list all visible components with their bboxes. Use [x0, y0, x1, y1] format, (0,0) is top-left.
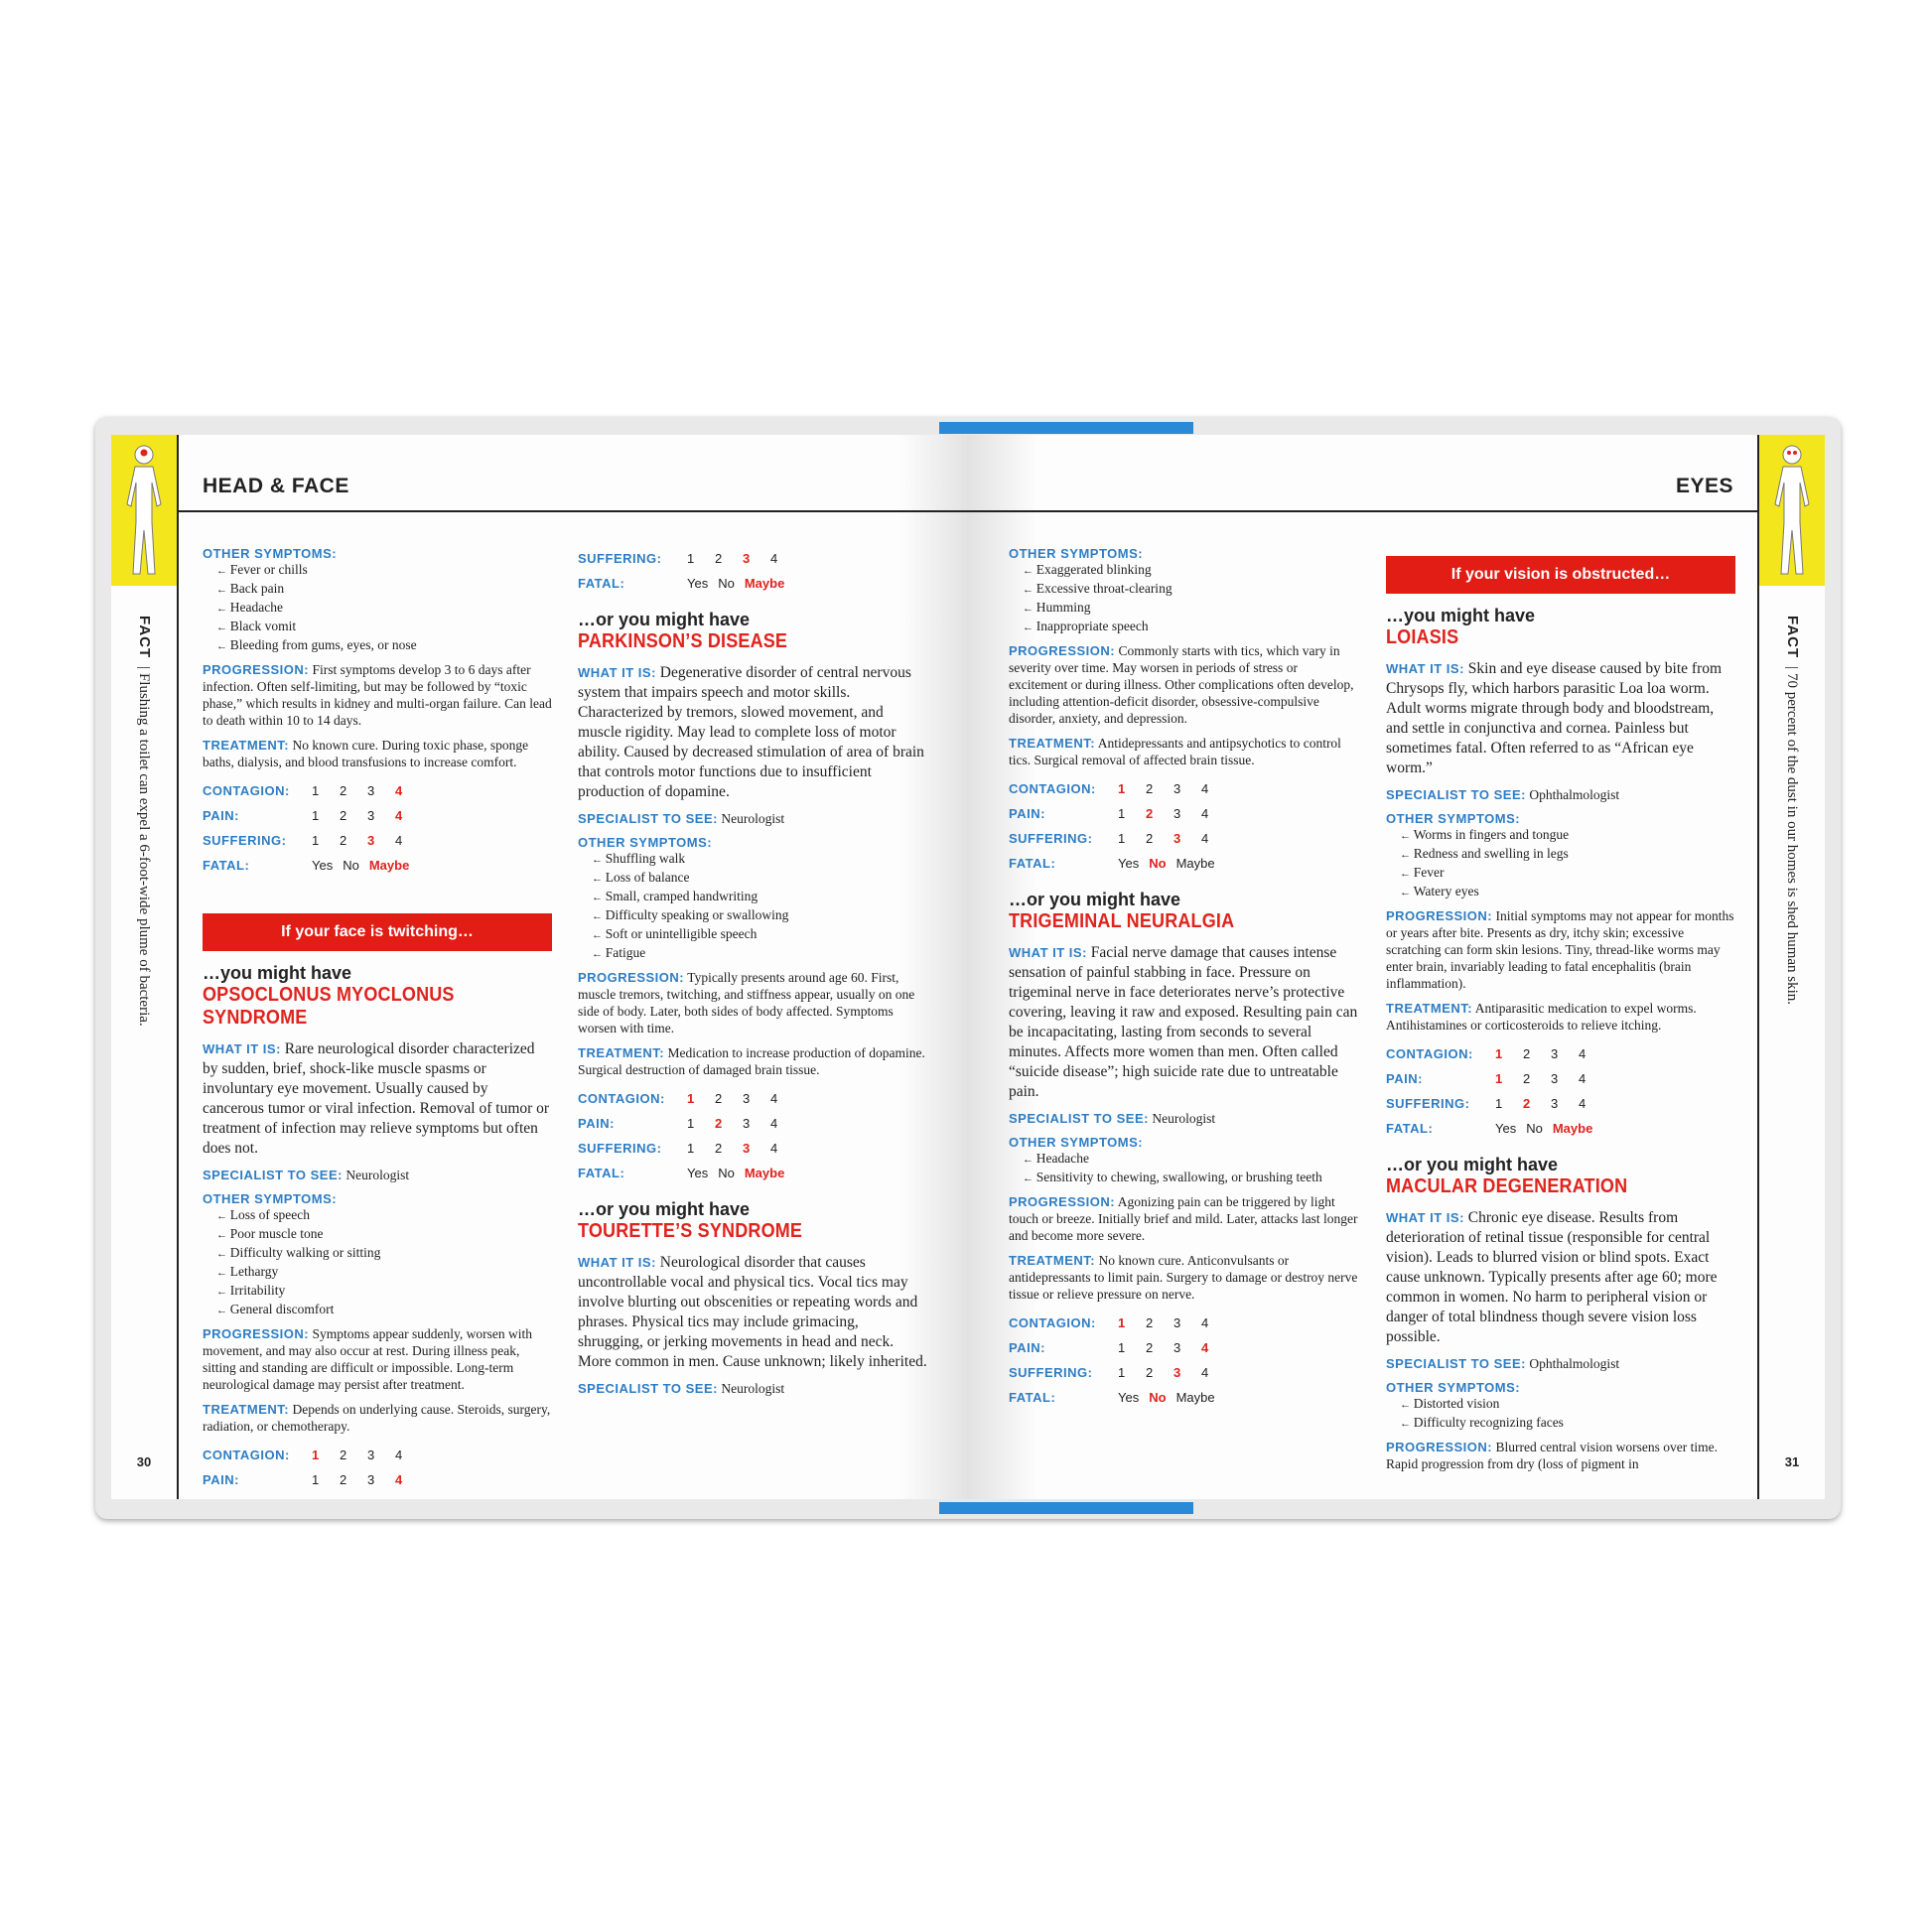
list-item: ← Difficulty walking or sitting	[216, 1244, 552, 1263]
fact-label: FACT	[1784, 616, 1801, 659]
list-item: ← Small, cramped handwriting	[592, 888, 927, 906]
list-item: ← Humming	[1023, 599, 1358, 618]
scale-value: 4	[770, 1091, 778, 1106]
fatal-rating	[1386, 1116, 1735, 1141]
what-it-is: WHAT IT IS: Degenerative disorder of central nervous system that impairs speech and motor skills. Characterized by tremors, slowed movement, and muscle rigidity. May lead to complete loss of motor ability. Caused by decreased stimulation of area of brain that controls motor functions due to insufficient production of dopamine.	[578, 664, 924, 800]
fatal-option: Yes	[1495, 1121, 1517, 1136]
fatal-option: Maybe	[1175, 856, 1215, 871]
contagion-rating	[578, 1086, 927, 1111]
scale-value: 4	[395, 783, 403, 798]
list-item: ← Fever or chills	[216, 561, 552, 580]
specialist: SPECIALIST TO SEE: Neurologist	[1009, 1111, 1216, 1126]
page-number: 31	[1784, 1454, 1800, 1469]
contagion-label: CONTAGION:	[578, 1091, 665, 1106]
scale-value: 2	[1146, 1365, 1154, 1380]
what-it-is: WHAT IT IS: Chronic eye disease. Results from deterioration of retinal tissue (responsible for central vision). Leads to blurred vision or blind spots. Exact cause unknown. Typically presents after age 60; more common in women. No harm to peripheral vision or danger of total blindness though severe vision loss possible.	[1386, 1209, 1718, 1345]
contagion-rating	[1009, 1311, 1358, 1335]
rating-block	[1009, 776, 1358, 876]
scale-value: 2	[715, 1116, 723, 1131]
fact-text: Flushing a toilet can expel a 6-foot-wide plume of bacteria.	[136, 672, 152, 1027]
scale-value: 2	[340, 1472, 347, 1487]
disease-name: LOIASIS	[1386, 626, 1459, 648]
contagion-rating	[1009, 776, 1358, 801]
suffering-label: SUFFERING:	[578, 551, 662, 566]
fatal-rating	[578, 1161, 927, 1185]
list-item: ← Bleeding from gums, eyes, or nose	[216, 636, 552, 655]
disease-name: TOURETTE’S SYNDROME	[578, 1220, 803, 1242]
list-item: ← Loss of balance	[592, 869, 927, 888]
scale-value: 4	[1201, 781, 1209, 796]
might-have-heading: …or you might have	[1009, 890, 1181, 909]
fatal-option: Maybe	[744, 576, 785, 591]
might-have-heading: …you might have	[1386, 606, 1536, 625]
scale-value: 1	[687, 1116, 695, 1131]
suffering-label: SUFFERING:	[1009, 831, 1093, 846]
fatal-label: FATAL:	[203, 858, 250, 873]
scale-value: 3	[1173, 1365, 1181, 1380]
scale-value: 3	[1173, 806, 1181, 821]
other-symptoms-label: OTHER SYMPTOMS:	[1386, 1380, 1521, 1395]
symptom-list	[203, 1206, 552, 1319]
fatal-option: No	[1149, 856, 1167, 871]
scale-value: 2	[340, 1448, 347, 1462]
list-item: ← Inappropriate speech	[1023, 618, 1358, 636]
symptom-list	[1386, 826, 1735, 901]
scale-value: 1	[1495, 1071, 1503, 1086]
scale-value: 4	[1579, 1046, 1587, 1061]
specialist: SPECIALIST TO SEE: Neurologist	[203, 1168, 410, 1182]
suffering-label: SUFFERING:	[1386, 1096, 1470, 1111]
list-item: ← Lethargy	[216, 1263, 552, 1282]
right-column-2	[1386, 556, 1735, 1480]
fatal-option: Maybe	[368, 858, 410, 873]
right-page	[969, 435, 1825, 1499]
specialist: SPECIALIST TO SEE: Neurologist	[578, 1381, 785, 1396]
header-rule	[177, 510, 969, 512]
right-column-1	[1009, 546, 1358, 1410]
pain-rating	[203, 1467, 552, 1492]
scale-value: 3	[1173, 1340, 1181, 1355]
pain-rating	[1009, 1335, 1358, 1360]
treatment: TREATMENT: Antiparasitic medication to expel worms. Antihistamines or corticosteroids to relieve itching.	[1386, 1001, 1697, 1033]
suffering-label: SUFFERING:	[578, 1141, 662, 1156]
pain-rating	[1386, 1066, 1735, 1091]
rating-block	[1009, 1311, 1358, 1410]
scale-value: 2	[1146, 831, 1154, 846]
fatal-label: FATAL:	[578, 576, 625, 591]
pain-rating	[203, 803, 552, 828]
pain-rating	[578, 1111, 927, 1136]
fatal-option: No	[718, 576, 735, 591]
list-item: ← Excessive throat-clearing	[1023, 580, 1358, 599]
scale-value: 4	[1201, 1365, 1209, 1380]
list-item: ← Black vomit	[216, 618, 552, 636]
symptom-list	[1009, 1150, 1358, 1187]
contagion-label: CONTAGION:	[203, 1448, 290, 1462]
scale-value: 2	[1523, 1096, 1531, 1111]
scale-value: 4	[1201, 1315, 1209, 1330]
contagion-label: CONTAGION:	[1386, 1046, 1473, 1061]
rating-block	[203, 1443, 552, 1492]
what-it-is: WHAT IT IS: Rare neurological disorder characterized by sudden, brief, shock-like muscle spasms or involuntary eye movement. Usually caused by cancerous tumor or viral infection. Removal of tumor or treatment of infection may relieve symptoms but often does not.	[203, 1040, 550, 1157]
suffering-rating	[1009, 1360, 1358, 1385]
scale-value: 2	[1146, 781, 1154, 796]
pain-label: PAIN:	[203, 1472, 239, 1487]
scale-value: 4	[395, 833, 403, 848]
progression: PROGRESSION: Symptoms appear suddenly, worsen with movement, and may also occur at rest. During illness peak, sitting and standing are difficult or impossible. Long-term neurological damage may persist after treatment.	[203, 1326, 532, 1392]
scale-value: 4	[1201, 806, 1209, 821]
fact-label: FACT	[136, 616, 153, 659]
body-figure-icon	[111, 435, 177, 586]
scale-value: 2	[715, 551, 723, 566]
progression: PROGRESSION: Commonly starts with tics, which vary in severity over time. May worsen in periods of stress or excitement or during illness. Other complications often develop, including attention-deficit disorder, obsessive-compulsive disorder, anxiety, and depression.	[1009, 643, 1354, 726]
scale-value: 2	[340, 783, 347, 798]
fatal-option: Maybe	[1552, 1121, 1593, 1136]
list-item: ← Back pain	[216, 580, 552, 599]
scale-value: 3	[743, 1116, 751, 1131]
fatal-option: Yes	[1118, 1390, 1140, 1405]
scale-value: 1	[1495, 1046, 1503, 1061]
scale-value: 3	[367, 783, 375, 798]
suffering-rating	[1386, 1091, 1735, 1116]
scale-value: 1	[1118, 781, 1126, 796]
header-rule	[969, 510, 1759, 512]
left-page	[111, 435, 969, 1499]
suffering-rating	[1009, 826, 1358, 851]
scale-value: 1	[687, 551, 695, 566]
fatal-option: No	[718, 1166, 735, 1180]
what-it-is: WHAT IT IS: Facial nerve damage that causes intense sensation of painful stabbing in face. Pressure on trigeminal nerve in face deteriorates nerve’s protective covering, leaving it raw and exposed. Resulting pain can be incapacitating, lasting from seconds to several minutes. Affects more women than men. Often called “suicide disease”; high suicide rate due to untreatable pain.	[1009, 944, 1358, 1100]
scale-value: 3	[1173, 781, 1181, 796]
ribbon-bottom	[939, 1502, 1193, 1514]
left-column-2	[578, 546, 927, 1405]
treatment: TREATMENT: Depends on underlying cause. Steroids, surgery, radiation, or chemotherapy.	[203, 1402, 551, 1434]
scale-value: 1	[687, 1091, 695, 1106]
open-book	[95, 417, 1841, 1519]
fatal-label: FATAL:	[1009, 856, 1056, 871]
scale-value: 1	[687, 1141, 695, 1156]
suffering-label: SUFFERING:	[203, 833, 287, 848]
scale-value: 3	[1173, 831, 1181, 846]
other-symptoms-label: OTHER SYMPTOMS:	[1009, 546, 1144, 561]
list-item: ← Headache	[1023, 1150, 1358, 1169]
fatal-option: Yes	[1118, 856, 1140, 871]
left-column-1	[203, 546, 552, 1492]
scale-value: 2	[340, 833, 347, 848]
other-symptoms-label: OTHER SYMPTOMS:	[1009, 1135, 1144, 1150]
scale-value: 2	[1523, 1071, 1531, 1086]
disease-name: MACULAR DEGENERATION	[1386, 1175, 1628, 1197]
rating-block	[578, 1086, 927, 1185]
specialist: SPECIALIST TO SEE: Ophthalmologist	[1386, 1356, 1620, 1371]
suffering-rating	[578, 546, 927, 571]
fact-text: 70 percent of the dust in our homes is shed human skin.	[1784, 672, 1800, 1006]
specialist: SPECIALIST TO SEE: Neurologist	[578, 811, 785, 826]
specialist: SPECIALIST TO SEE: Ophthalmologist	[1386, 787, 1620, 802]
pain-label: PAIN:	[1386, 1071, 1423, 1086]
symptom-list	[1009, 561, 1358, 636]
scale-value: 1	[312, 833, 320, 848]
fatal-option: Maybe	[744, 1166, 785, 1180]
scale-value: 4	[770, 1116, 778, 1131]
ribbon-top	[939, 422, 1193, 434]
treatment: TREATMENT: Antidepressants and antipsychotics to control tics. Surgical removal of affected brain tissue.	[1009, 736, 1341, 767]
list-item: ← General discomfort	[216, 1301, 552, 1319]
scale-value: 3	[1551, 1071, 1559, 1086]
body-figure-icon	[1759, 435, 1825, 586]
what-it-is: WHAT IT IS: Skin and eye disease caused by bite from Chrysops fly, which harbors parasitic Loa loa worm. Adult worms migrate through body and bloodstream, and settle in conjunctiva and cornea. Painless but sometimes fatal. Often referred to as “African eye worm.”	[1386, 660, 1723, 776]
scale-value: 4	[1579, 1071, 1587, 1086]
rating-block	[578, 546, 927, 596]
progression: PROGRESSION: Blurred central vision worsens over time. Rapid progression from dry (loss of pigment in	[1386, 1440, 1718, 1471]
disease-name: OPSOCLONUS MYOCLONUS SYNDROME	[203, 984, 455, 1029]
list-item: ← Poor muscle tone	[216, 1225, 552, 1244]
progression: PROGRESSION: Initial symptoms may not appear for months or years after bite. Presents as dry, itchy skin; excessive scratching can form skin lesions. Tiny, thread-like worms may enter brain, invariably leading to fatal encephalitis (brain inflammation).	[1386, 908, 1734, 991]
other-symptoms-label: OTHER SYMPTOMS:	[203, 1191, 338, 1206]
fatal-option: No	[1526, 1121, 1543, 1136]
might-have-heading: …or you might have	[578, 610, 751, 629]
progression: PROGRESSION: First symptoms develop 3 to 6 days after infection. Often self-limiting, but may be followed by “toxic phase,” which results in kidney and multi-organ failure. Can lead to death within 10 to 14 days.	[203, 662, 552, 728]
scale-value: 4	[395, 808, 403, 823]
scale-value: 1	[312, 1448, 320, 1462]
contagion-rating	[1386, 1041, 1735, 1066]
suffering-rating	[578, 1136, 927, 1161]
pain-label: PAIN:	[578, 1116, 615, 1131]
treatment: TREATMENT: Medication to increase production of dopamine. Surgical destruction of damaged brain tissue.	[578, 1045, 925, 1077]
contagion-label: CONTAGION:	[1009, 1315, 1096, 1330]
other-symptoms-label: OTHER SYMPTOMS:	[1386, 811, 1521, 826]
contagion-label: CONTAGION:	[1009, 781, 1096, 796]
scale-value: 1	[1495, 1096, 1503, 1111]
fatal-rating	[203, 853, 552, 878]
fatal-option: Yes	[312, 858, 334, 873]
list-item: ← Fatigue	[592, 944, 927, 963]
treatment: TREATMENT: No known cure. During toxic phase, sponge baths, dialysis, and blood transfusions to increase comfort.	[203, 738, 529, 769]
scale-value: 1	[312, 1472, 320, 1487]
scale-value: 3	[1551, 1096, 1559, 1111]
scale-value: 3	[367, 1472, 375, 1487]
might-have-heading: …or you might have	[578, 1199, 751, 1219]
scale-value: 4	[1201, 831, 1209, 846]
scale-value: 4	[1201, 1340, 1209, 1355]
list-item: ← Distorted vision	[1400, 1395, 1735, 1414]
scale-value: 3	[743, 1091, 751, 1106]
list-item: ← Sensitivity to chewing, swallowing, or brushing teeth	[1023, 1169, 1358, 1187]
scale-value: 1	[312, 783, 320, 798]
question-banner: If your vision is obstructed…	[1386, 556, 1735, 594]
might-have-heading: …you might have	[203, 963, 352, 983]
scale-value: 1	[312, 808, 320, 823]
scale-value: 1	[1118, 1365, 1126, 1380]
pain-label: PAIN:	[203, 808, 239, 823]
rating-block	[1386, 1041, 1735, 1141]
other-symptoms-label: OTHER SYMPTOMS:	[578, 835, 713, 850]
scale-value: 3	[367, 1448, 375, 1462]
fatal-rating	[1009, 1385, 1358, 1410]
scale-value: 4	[770, 1141, 778, 1156]
symptom-list	[578, 850, 927, 963]
scale-value: 3	[743, 551, 751, 566]
fact-sidebar: FACT| Flushing a toilet can expel a 6-foot-wide plume of bacteria.	[136, 616, 153, 1027]
scale-value: 1	[1118, 1340, 1126, 1355]
list-item: ← Watery eyes	[1400, 883, 1735, 901]
scale-value: 4	[770, 551, 778, 566]
section-title: HEAD & FACE	[203, 475, 349, 497]
pain-label: PAIN:	[1009, 1340, 1045, 1355]
scale-value: 3	[1551, 1046, 1559, 1061]
scale-value: 4	[1579, 1096, 1587, 1111]
fatal-option: Yes	[687, 576, 709, 591]
fatal-label: FATAL:	[1009, 1390, 1056, 1405]
question-banner: If your face is twitching…	[203, 913, 552, 951]
contagion-label: CONTAGION:	[203, 783, 290, 798]
progression: PROGRESSION: Typically presents around age 60. First, muscle tremors, twitching, and stiffness appear, usually on one side of body. Later, both sides of body affected. Symptoms worsen with time.	[578, 970, 915, 1035]
list-item: ← Shuffling walk	[592, 850, 927, 869]
symptom-list	[203, 561, 552, 655]
list-item: ← Difficulty speaking or swallowing	[592, 906, 927, 925]
fact-sidebar: FACT| 70 percent of the dust in our homes is shed human skin.	[1784, 616, 1801, 1006]
other-symptoms-label: OTHER SYMPTOMS:	[203, 546, 338, 561]
fatal-option: No	[343, 858, 359, 873]
page-number: 30	[136, 1454, 152, 1469]
scale-value: 1	[1118, 806, 1126, 821]
list-item: ← Soft or unintelligible speech	[592, 925, 927, 944]
scale-value: 3	[1173, 1315, 1181, 1330]
scale-value: 3	[743, 1141, 751, 1156]
list-item: ← Worms in fingers and tongue	[1400, 826, 1735, 845]
suffering-rating	[203, 828, 552, 853]
symptom-list	[1386, 1395, 1735, 1433]
scale-value: 2	[1146, 806, 1154, 821]
suffering-label: SUFFERING:	[1009, 1365, 1093, 1380]
treatment: TREATMENT: No known cure. Anticonvulsants or antidepressants to limit pain. Surgery to damage or destroy nerve tissue or relieve pressure on nerve.	[1009, 1253, 1358, 1302]
scale-value: 2	[715, 1141, 723, 1156]
rating-block	[203, 778, 552, 878]
fatal-option: Yes	[687, 1166, 709, 1180]
fatal-label: FATAL:	[1386, 1121, 1434, 1136]
scale-value: 4	[395, 1448, 403, 1462]
scale-value: 3	[367, 808, 375, 823]
contagion-rating	[203, 1443, 552, 1467]
disease-name: PARKINSON’S DISEASE	[578, 630, 788, 652]
list-item: ← Irritability	[216, 1282, 552, 1301]
list-item: ← Fever	[1400, 864, 1735, 883]
scale-value: 4	[395, 1472, 403, 1487]
scale-value: 2	[340, 808, 347, 823]
might-have-heading: …or you might have	[1386, 1155, 1559, 1174]
scale-value: 2	[1523, 1046, 1531, 1061]
scale-value: 2	[1146, 1315, 1154, 1330]
contagion-rating	[203, 778, 552, 803]
fatal-rating	[578, 571, 927, 596]
left-sidebar	[111, 435, 179, 1499]
fatal-label: FATAL:	[578, 1166, 625, 1180]
scale-value: 3	[367, 833, 375, 848]
list-item: ← Difficulty recognizing faces	[1400, 1414, 1735, 1433]
fatal-option: No	[1149, 1390, 1167, 1405]
right-sidebar	[1757, 435, 1825, 1499]
list-item: ← Exaggerated blinking	[1023, 561, 1358, 580]
progression: PROGRESSION: Agonizing pain can be triggered by light touch or breeze. Initially brief and mild. Later, attacks last longer and become more severe.	[1009, 1194, 1358, 1243]
scale-value: 2	[1146, 1340, 1154, 1355]
scale-value: 1	[1118, 1315, 1126, 1330]
disease-name: TRIGEMINAL NEURALGIA	[1009, 910, 1235, 932]
list-item: ← Loss of speech	[216, 1206, 552, 1225]
list-item: ← Redness and swelling in legs	[1400, 845, 1735, 864]
scale-value: 1	[1118, 831, 1126, 846]
pain-label: PAIN:	[1009, 806, 1045, 821]
list-item: ← Headache	[216, 599, 552, 618]
what-it-is: WHAT IT IS: Neurological disorder that causes uncontrollable vocal and physical tics. Vocal tics may involve blurting out obscenities or repeating words and phrases. Physical tics may include grimacing, shrugging, or jerking movements in head and neck. More common in men. Cause unknown; likely inherited.	[578, 1254, 927, 1370]
section-title: EYES	[1675, 475, 1733, 497]
pain-rating	[1009, 801, 1358, 826]
scale-value: 2	[715, 1091, 723, 1106]
fatal-option: Maybe	[1175, 1390, 1215, 1405]
fatal-rating	[1009, 851, 1358, 876]
